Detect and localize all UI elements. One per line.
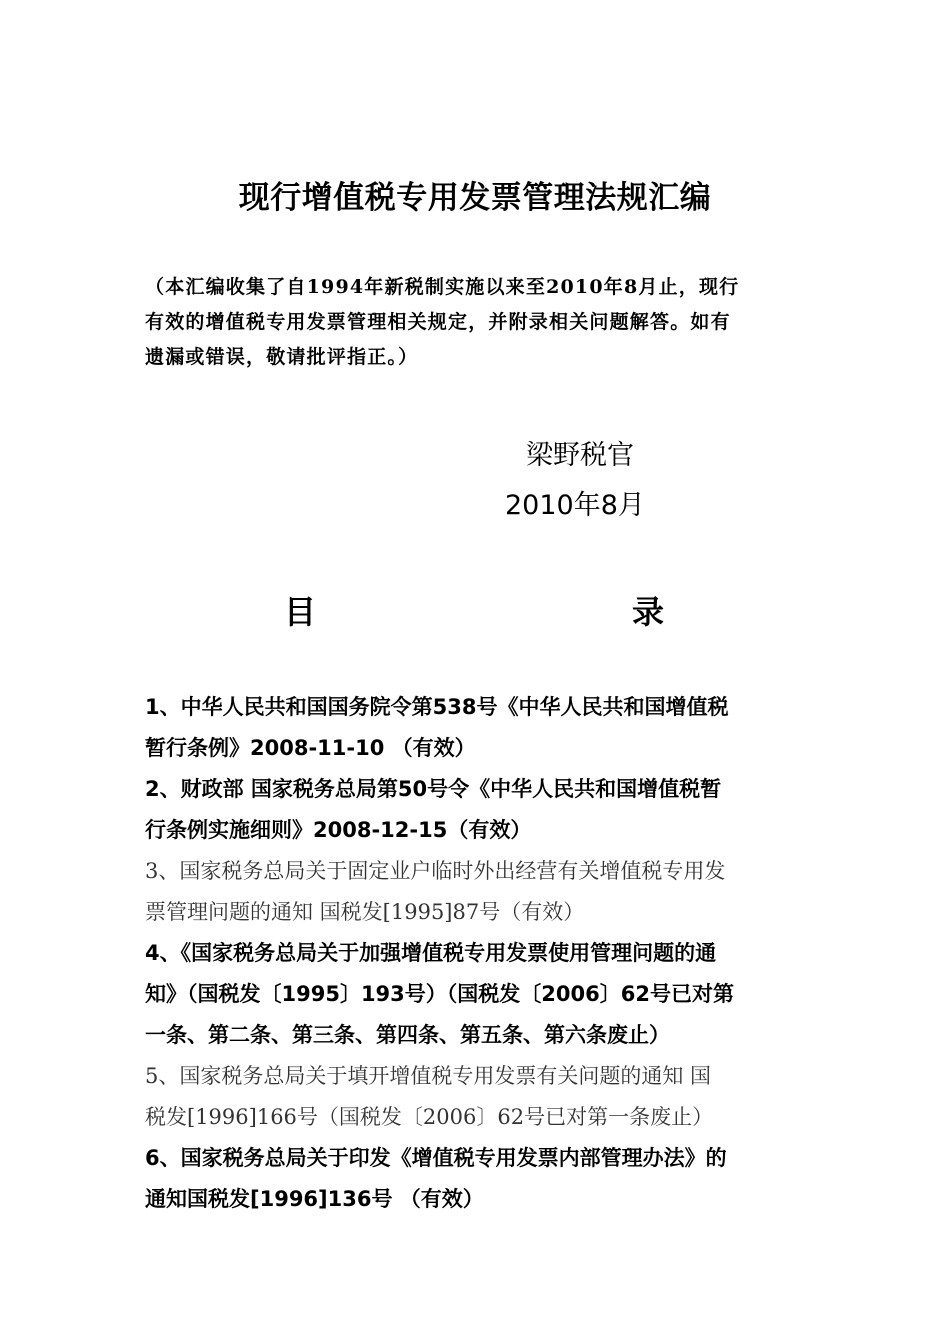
intro-line: 遗漏或错误，敬请批评指正。）: [145, 346, 419, 368]
document-title: 现行增值税专用发票管理法规汇编: [238, 180, 712, 216]
toc-item-line: 知》（国税发〔1995〕193号）（国税发〔2006〕62号已对第: [145, 982, 734, 1006]
toc-item-3[interactable]: [145, 851, 813, 933]
toc-heading-part: 目: [284, 593, 317, 631]
intro-paragraph: [145, 270, 813, 375]
table-of-contents: [145, 687, 813, 1220]
toc-item-4[interactable]: [145, 933, 813, 1056]
toc-item-5[interactable]: [145, 1056, 813, 1138]
toc-heading-part: 录: [632, 593, 665, 631]
toc-item-line: 1、中华人民共和国国务院令第538号《中华人民共和国增值税: [145, 695, 729, 719]
toc-item-line: 行条例实施细则》2008-12-15（有效）: [145, 818, 532, 842]
toc-item-line: 4、《国家税务总局关于加强增值税专用发票使用管理问题的通: [145, 941, 717, 965]
author-name: 梁野税官: [526, 440, 634, 471]
toc-item-2[interactable]: [145, 769, 813, 851]
publication-date: 2010年8月: [505, 490, 645, 521]
toc-item-line: 2、财政部 国家税务总局第50号令《中华人民共和国增值税暂: [145, 777, 722, 801]
toc-item-line: 税发[1996]166号（国税发〔2006〕62号已对第一条废止）: [145, 1105, 714, 1129]
toc-item-line: 5、国家税务总局关于填开增值税专用发票有关问题的通知 国: [145, 1064, 712, 1088]
intro-line: （本汇编收集了自1994年新税制实施以来至2010年8月止，现行: [145, 276, 740, 298]
toc-item-1[interactable]: [145, 687, 813, 769]
toc-item-line: 票管理问题的通知 国税发[1995]87号（有效）: [145, 900, 585, 924]
toc-item-line: 暂行条例》2008-11-10 （有效）: [145, 736, 476, 760]
intro-line: 有效的增值税专用发票管理相关规定，并附录相关问题解答。如有: [145, 311, 731, 333]
toc-item-line: 6、国家税务总局关于印发《增值税专用发票内部管理办法》的: [145, 1146, 727, 1170]
toc-item-line: 一条、第二条、第三条、第四条、第五条、第六条废止）: [145, 1023, 670, 1047]
toc-item-line: 通知国税发[1996]136号 （有效）: [145, 1187, 484, 1211]
toc-item-line: 3、国家税务总局关于固定业户临时外出经营有关增值税专用发: [145, 859, 726, 883]
toc-item-6[interactable]: [145, 1138, 813, 1220]
